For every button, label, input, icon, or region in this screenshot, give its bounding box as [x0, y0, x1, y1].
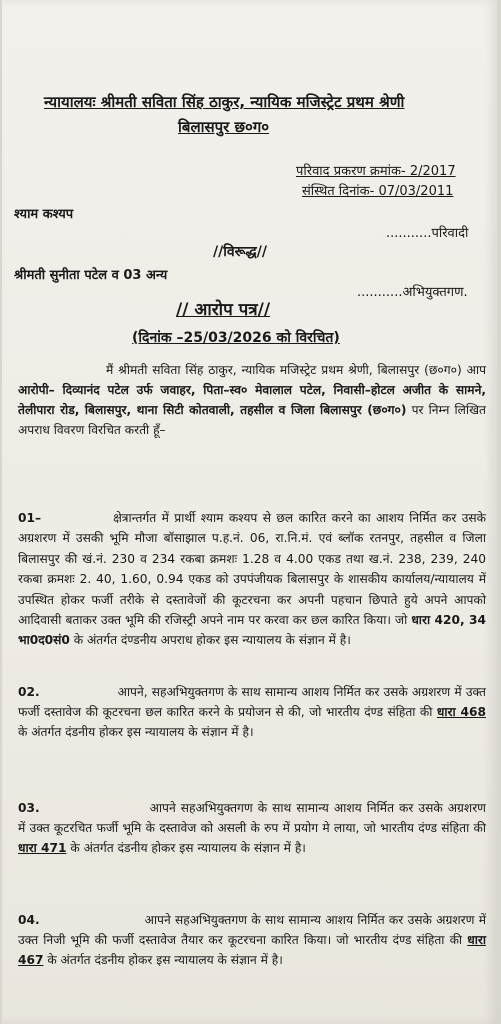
charge-section: धारा 471 — [18, 841, 67, 855]
charge-section: धारा 420, 34 भा0द0सं0 — [18, 613, 486, 648]
charge-text-tail: के अंतर्गत दंडनीय होकर इस न्यायालय के संज्ञान में है। — [18, 725, 254, 739]
charge-text-tail: के अंतर्गत दंडनीय होकर इस न्यायालय के संज्ञान में है। — [66, 841, 306, 855]
charge-text-tail: के अंतर्गत दंण्डनीय अपराध होकर इस न्यायालय के संज्ञान में है। — [69, 633, 351, 648]
accused-details: आरोपी– दिव्यानंद पटेल उर्फ जवाहर, पिता–स्व० मेवालाल पटेल, निवासी–होटल अजीत के सामने, तेलीपारा रोड, बिलासपुर, थाना सिटी कोतवाली, तहसील व जिला बिलासपुर (छ०ग०) — [18, 383, 486, 417]
framing-date: (दिनांक –25/03/2026 को विरचित) — [132, 330, 340, 346]
charge-paragraph-2 — [18, 682, 486, 742]
document-title: // आरोप पत्र// — [176, 300, 271, 320]
charge-paragraph-1 — [18, 508, 486, 651]
charge-text: आपने सहअभियुक्तगण के साथ सामान्य आशय निर्मित कर उसके अग्रशरण में उक्त निजी भूमि की फर्जी दस्तावेज तैयार कर कूटरचना कारित किया। जो भारतीय दंण्ड संहिता की — [18, 913, 486, 947]
filing-date: संस्थित दिनांक- 07/03/2011 — [302, 184, 454, 199]
charge-text-tail: के अंतर्गत दंडनीय होकर इस न्यायालय के संज्ञान में है। — [43, 953, 283, 967]
versus-label: //विरूद्ध// — [213, 244, 267, 260]
charge-text: आपने सहअभियुक्तगण के साथ सामान्य आशय निर्मित कर उसके अग्रशरण में उक्त कूटरचित फर्जी भूमि के दस्तावेज को असली के रुप में प्रयोग मे लाया, जो भारतीय दंण्ड संहिता की — [18, 801, 486, 835]
court-location-line: बिलासपुर छ०ग० — [178, 118, 270, 136]
document-page — [2, 0, 497, 1024]
charge-section: धारा 468 — [436, 705, 486, 719]
complainant-role: ...........परिवादी — [386, 226, 469, 241]
accused-role: ...........अभियुक्तगण. — [357, 285, 468, 300]
intro-paragraph — [18, 360, 486, 440]
charge-number: 03. — [18, 801, 40, 815]
charge-paragraph-3 — [18, 798, 486, 858]
complainant-name: श्याम कश्यप — [14, 207, 74, 222]
charge-number: 02. — [18, 685, 40, 699]
charge-text: आपने, सहअभियुक्तगण के साथ सामान्य आशय निर्मित कर उसके अग्रशरण में उक्त फर्जी दस्तावेज की कूटरचना छल कारित करने के प्रयोजन से की, जो भारतीय दंण्ड संहिता की — [18, 685, 486, 719]
court-name-line: न्यायालयः श्रीमती सविता सिंह ठाकुर, न्यायिक मजिस्ट्रेट प्रथम श्रेणी — [44, 93, 405, 111]
charge-text: क्षेत्रान्तर्गत में प्रार्थी श्याम कश्यप से छल कारित करने का आशय निर्मित कर उसके अग्रशरण में उसकी भूमि मौजा बॉसाझाल प.ह.नं. 06, रा.नि.मं. एवं ब्लॉक रतनपुर, तहसील व जिला बिलासपुर की खं.नं. 230 व 234 रकबा क्रमशः 1.28 व 4.00 एकड तथा ख.नं. 238, 239, 240 रकबा क्रमशः 2. 40, 1.60, 0.94 एकड को उपपंजीयक बिलासपुर के शासकीय कार्यालय/न्यायालय में उपस्थित होकर फर्जी तरीके से दस्तावेजों की कूटरचना कर अपनी पहचान छिपाते हुये अपने आपको आदिवासी बताकर उक्त भूमि की रजिस्ट्री अपने नाम पर करवा कर छल कारित किया। जो — [18, 511, 486, 628]
charge-number: 01– — [18, 511, 42, 525]
intro-tail: पर निम्न लिखित अपराध विवरण विरचित करती हूँ– — [18, 403, 486, 437]
intro-lead: मैं श्रीमती सविता सिंह ठाकुर, न्यायिक मजिस्ट्रेट प्रथम श्रेणी, बिलासपुर (छ०ग०) आप — [106, 363, 486, 377]
charge-paragraph-4 — [18, 910, 486, 970]
charge-number: 04. — [18, 913, 40, 927]
accused-name: श्रीमती सुनीता पटेल व 03 अन्य — [14, 268, 168, 283]
charge-section: धारा 467 — [18, 933, 486, 967]
case-number: परिवाद प्रकरण क्रमांक- 2/2017 — [296, 164, 456, 179]
